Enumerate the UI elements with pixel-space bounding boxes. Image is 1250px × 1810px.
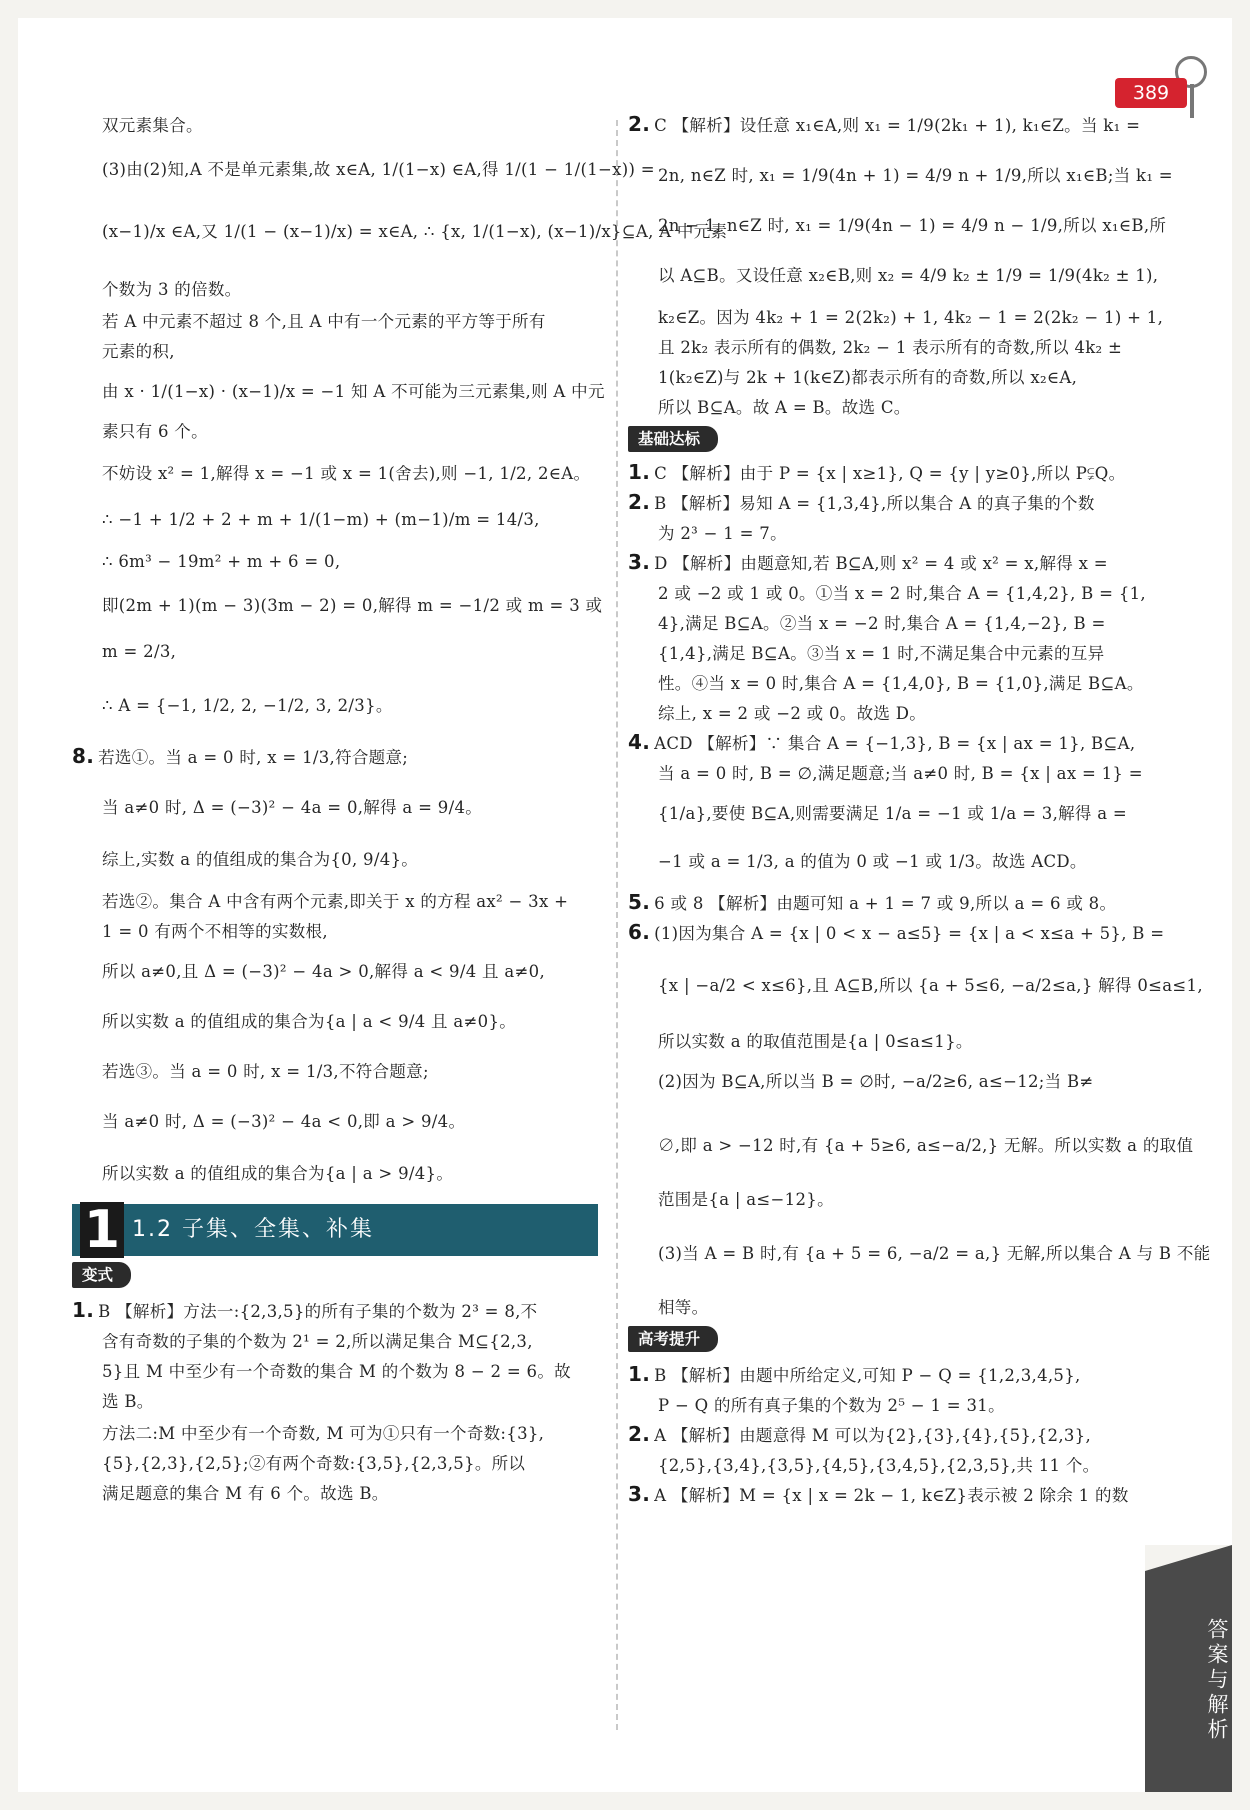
text-line <box>102 1388 154 1412</box>
line-text: P − Q 的所有真子集的个数为 2⁵ − 1 = 31。 <box>658 1396 1005 1415</box>
line-text: 所以 B⊆A。故 A = B。故选 C。 <box>658 398 911 417</box>
line-text: {5},{2,3},{2,5};②有两个奇数:{3,5},{2,3,5}。所以 <box>102 1454 526 1473</box>
line-text: 性。④当 x = 0 时,集合 A = {1,4,0}, B = {1,0},满足 B⊆A。 <box>658 674 1144 693</box>
answer-choice: B <box>98 1302 117 1321</box>
line-text: (2)因为 B⊆A,所以当 B = ∅时, −a/2≥6, a≤−12;当 B≠ <box>658 1072 1094 1091</box>
line-text: (3)当 A = B 时,有 {a + 5 = 6, −a/2 = a,} 无解,所以集合 A 与 B 不能 <box>658 1244 1211 1263</box>
line-text: 【解析】M = {x | x = 2k − 1, k∈Z}表示被 2 除余 1 的数 <box>671 1486 1129 1505</box>
line-text: k₂∈Z。因为 4k₂ + 1 = 2(2k₂) + 1, 4k₂ − 1 = 2(2k₂ − 1) + 1, <box>658 308 1164 327</box>
line-text: 【解析】由题中所给定义,可知 P − Q = {1,2,3,4,5}, <box>672 1366 1081 1385</box>
question-number: 3. <box>628 550 651 574</box>
question-number: 5. <box>628 890 651 914</box>
line-text: 若选③。当 a = 0 时, x = 1/3,不符合题意; <box>102 1062 429 1081</box>
answer-choice: ACD <box>654 734 699 753</box>
line-text: {1,4},满足 B⊆A。③当 x = 1 时,不满足集合中元素的互异 <box>658 644 1105 663</box>
text-line <box>102 510 540 529</box>
line-text: 综上,实数 a 的值组成的集合为{0, 9/4}。 <box>102 850 419 869</box>
line-text: 即(2m + 1)(m − 3)(3m − 2) = 0,解得 m = −1/2 或 m = 3 或 <box>102 596 603 615</box>
text-line <box>658 610 1106 634</box>
line-text: 【解析】由题意知,若 B⊆A,则 x² = 4 或 x² = x,解得 x = <box>673 554 1108 573</box>
line-text: 满足题意的集合 M 有 6 个。故选 B。 <box>102 1484 389 1503</box>
text-line <box>102 846 418 870</box>
text-line <box>628 112 1140 136</box>
line-text: 以 A⊆B。又设任意 x₂∈B,则 x₂ = 4/9 k₂ ± 1/9 = 1/9(4k₂ ± 1), <box>658 266 1159 285</box>
text-line <box>72 744 408 768</box>
text-line <box>658 848 1087 872</box>
line-text: ∴ −1 + 1/2 + 2 + m + 1/(1−m) + (m−1)/m = 14/3, <box>102 510 540 529</box>
line-text: 含有奇数的子集的个数为 2¹ = 2,所以满足集合 M⊆{2,3, <box>102 1332 533 1351</box>
text-line <box>658 1240 1210 1264</box>
text-line <box>102 1420 544 1444</box>
line-text: 当 a = 0 时, B = ∅,满足题意;当 a≠0 时, B = {x | ax = 1} = <box>658 764 1143 783</box>
text-line <box>658 304 1163 328</box>
text-line <box>628 460 1125 484</box>
section-title: 1.2 子集、全集、补集 <box>132 1217 374 1242</box>
line-text: 当 a≠0 时, Δ = (−3)² − 4a < 0,即 a > 9/4。 <box>102 1112 466 1131</box>
text-line <box>102 794 482 818</box>
text-line <box>628 1422 1091 1446</box>
text-line <box>658 700 926 724</box>
answer-choice: 6 或 8 <box>654 894 710 913</box>
line-text: 2n, n∈Z 时, x₁ = 1/9(4n + 1) = 4/9 n + 1/9,所以 x₁∈B;当 k₁ = <box>658 166 1173 185</box>
text-line <box>102 692 393 716</box>
question-number: 4. <box>628 730 651 754</box>
section-number: 1 <box>80 1202 124 1258</box>
line-text: −1 或 a = 1/3, a 的值为 0 或 −1 或 1/3。故选 ACD。 <box>658 852 1087 871</box>
text-line <box>658 800 1127 824</box>
line-text: ∴ A = {−1, 1/2, 2, −1/2, 3, 2/3}。 <box>102 696 393 715</box>
line-text: ∅,即 a > −12 时,有 {a + 5≥6, a≤−a/2,} 无解。所以实数 a 的取值 <box>658 1136 1194 1155</box>
text-line <box>102 592 602 616</box>
text-line <box>102 1008 516 1032</box>
line-text: 若选①。当 a = 0 时, x = 1/3,符合题意; <box>98 748 409 767</box>
text-line <box>658 1392 1005 1416</box>
text-line <box>658 972 1203 996</box>
line-text: 2n − 1, n∈Z 时, x₁ = 1/9(4n − 1) = 4/9 n − 1/9,所以 x₁∈B,所 <box>658 216 1167 235</box>
question-number: 2. <box>628 1422 651 1446</box>
text-line <box>102 1108 465 1132</box>
text-line <box>102 156 655 180</box>
badge-jichu: 基础达标 <box>628 426 718 452</box>
text-line <box>658 580 1146 604</box>
line-text: (x−1)/x ∈A,又 1/(1 − (x−1)/x) = x∈A, ∴ {x, 1/(1−x), (x−1)/x}⊆A, A 中元素 <box>102 222 728 241</box>
text-line <box>102 338 175 362</box>
text-line <box>102 1328 533 1352</box>
question-number: 2. <box>628 112 651 136</box>
line-text: 若选②。集合 A 中含有两个元素,即关于 x 的方程 ax² − 3x + <box>102 892 569 911</box>
line-text: 由 x · 1/(1−x) · (x−1)/x = −1 知 A 不可能为三元素集,则 A 中元 <box>102 382 605 401</box>
text-line <box>102 1450 525 1474</box>
text-line <box>658 212 1166 236</box>
line-text: {1/a},要使 B⊆A,则需要满足 1/a = −1 或 1/a = 3,解得 a = <box>658 804 1128 823</box>
line-text: 所以 a≠0,且 Δ = (−3)² − 4a > 0,解得 a < 9/4 且 a≠0, <box>102 962 545 981</box>
line-text: 选 B。 <box>102 1392 154 1411</box>
question-number: 3. <box>628 1482 651 1506</box>
line-text: 若 A 中元素不超过 8 个,且 A 中有一个元素的平方等于所有 <box>102 312 546 331</box>
line-text: 【解析】由于 P = {x | x≥1}, Q = {y | y≥0},所以 P⫋Q。 <box>672 464 1126 483</box>
text-line <box>102 1160 453 1184</box>
text-line <box>658 760 1143 784</box>
text-line <box>628 730 1135 754</box>
text-line <box>102 1058 429 1082</box>
text-line <box>628 920 1164 944</box>
text-line <box>102 378 605 402</box>
text-line <box>102 642 176 661</box>
answer-choice: B <box>654 1366 673 1385</box>
answer-choice: C <box>654 464 673 483</box>
text-line <box>628 890 1116 914</box>
line-text: 双元素集合。 <box>102 116 203 135</box>
question-number: 1. <box>628 1362 651 1386</box>
line-text: 2 或 −2 或 1 或 0。①当 x = 2 时,集合 A = {1,4,2}, B = {1, <box>658 584 1146 603</box>
text-line <box>628 1482 1129 1506</box>
text-line <box>102 958 545 982</box>
side-tab <box>1145 1545 1232 1792</box>
question-number: 2. <box>628 490 651 514</box>
question-number: 1. <box>72 1298 95 1322</box>
text-line <box>102 460 590 484</box>
text-line <box>628 550 1108 574</box>
text-line <box>102 1358 571 1382</box>
line-text: 【解析】由题可知 a + 1 = 7 或 9,所以 a = 6 或 8。 <box>709 894 1117 913</box>
answer-choice: D <box>654 554 674 573</box>
text-line <box>658 1452 1099 1476</box>
text-line <box>658 670 1144 694</box>
answer-choice: A <box>654 1426 672 1445</box>
answer-choice: C <box>654 116 673 135</box>
line-text: (3)由(2)知,A 不是单元素集,故 x∈A, 1/(1−x) ∈A,得 1/(1 − 1/(1−x)) = <box>102 160 655 179</box>
line-text: 综上, x = 2 或 −2 或 0。故选 D。 <box>658 704 927 723</box>
text-line <box>102 552 340 571</box>
text-line <box>102 112 203 136</box>
line-text: 【解析】方法一:{2,3,5}的所有子集的个数为 2³ = 8,不 <box>116 1302 538 1321</box>
text-line <box>658 1068 1094 1092</box>
text-line <box>658 1294 708 1318</box>
line-text: ∴ 6m³ − 19m² + m + 6 = 0, <box>102 552 341 571</box>
text-line <box>658 1132 1193 1156</box>
line-text: (1)因为集合 A = {x | 0 < x − a≤5} = {x | a < x≤a + 5}, B = <box>654 924 1165 943</box>
line-text: 当 a≠0 时, Δ = (−3)² − 4a = 0,解得 a = 9/4。 <box>102 798 483 817</box>
pin-stem <box>1190 84 1194 118</box>
line-text: 1 = 0 有两个不相等的实数根, <box>102 922 328 941</box>
text-line <box>658 334 1122 358</box>
text-line <box>102 418 208 442</box>
line-text: 且 2k₂ 表示所有的偶数, 2k₂ − 1 表示所有的奇数,所以 4k₂ ± <box>658 338 1123 357</box>
line-text: 【解析】设任意 x₁∈A,则 x₁ = 1/9(2k₁ + 1), k₁∈Z。当 k₁ = <box>672 116 1141 135</box>
line-text: 相等。 <box>658 1298 709 1317</box>
text-line <box>658 640 1104 664</box>
text-line <box>658 394 911 418</box>
line-text: 5}且 M 中至少有一个奇数的集合 M 的个数为 8 − 2 = 6。故 <box>102 1362 571 1381</box>
text-line <box>658 1186 834 1210</box>
text-line <box>658 162 1173 186</box>
answer-choice: A <box>654 1486 672 1505</box>
line-text: 【解析】易知 A = {1,3,4},所以集合 A 的真子集的个数 <box>672 494 1095 513</box>
line-text: 素只有 6 个。 <box>102 422 208 441</box>
line-text: 所以实数 a 的值组成的集合为{a | a < 9/4 且 a≠0}。 <box>102 1012 517 1031</box>
text-line <box>102 1480 389 1504</box>
text-line <box>658 520 787 544</box>
line-text: 元素的积, <box>102 342 175 361</box>
line-text: 所以实数 a 的取值范围是{a | 0≤a≤1}。 <box>658 1032 973 1051</box>
column-divider <box>616 120 619 1730</box>
question-number: 1. <box>628 460 651 484</box>
question-number: 6. <box>628 920 651 944</box>
line-text: 4},满足 B⊆A。②当 x = −2 时,集合 A = {1,4,−2}, B = <box>658 614 1106 633</box>
text-line <box>628 1362 1081 1386</box>
side-tab-label: 答案与解析 <box>1205 1618 1229 1743</box>
text-line <box>102 918 328 942</box>
text-line <box>628 490 1095 514</box>
text-line <box>102 888 568 912</box>
line-text: 不妨设 x² = 1,解得 x = −1 或 x = 1(舍去),则 −1, 1/2, 2∈A。 <box>102 464 591 483</box>
line-text: 【解析】由题意得 M 可以为{2},{3},{4},{5},{2,3}, <box>671 1426 1092 1445</box>
line-text: 所以实数 a 的值组成的集合为{a | a > 9/4}。 <box>102 1164 454 1183</box>
line-text: 1(k₂∈Z)与 2k + 1(k∈Z)都表示所有的奇数,所以 x₂∈A, <box>658 368 1078 387</box>
line-text: 方法二:M 中至少有一个奇数, M 可为①只有一个奇数:{3}, <box>102 1424 545 1443</box>
text-line <box>72 1298 537 1322</box>
line-text: 【解析】∵ 集合 A = {−1,3}, B = {x | ax = 1}, B⊆A, <box>698 734 1136 753</box>
side-tab-notch <box>1145 1545 1232 1571</box>
line-text: {x | −a/2 < x≤6},且 A⊆B,所以 {a + 5≤6, −a/2≤a,} 解得 0≤a≤1, <box>658 976 1203 995</box>
text-line <box>658 262 1158 286</box>
text-line <box>102 276 242 300</box>
badge-gaokao: 高考提升 <box>628 1326 718 1352</box>
line-text: {2,5},{3,4},{3,5},{4,5},{3,4,5},{2,3,5},共 11 个。 <box>658 1456 1100 1475</box>
badge-bianshi: 变式 <box>72 1262 131 1288</box>
question-number: 8. <box>72 744 95 768</box>
text-line <box>102 218 727 242</box>
line-text: 为 2³ − 1 = 7。 <box>658 524 787 543</box>
section-banner <box>72 1200 598 1260</box>
page-number: 389 <box>1115 78 1187 108</box>
line-text: m = 2/3, <box>102 642 177 661</box>
text-line <box>658 1028 973 1052</box>
text-line <box>658 364 1077 388</box>
line-text: 个数为 3 的倍数。 <box>102 280 242 299</box>
line-text: 范围是{a | a≤−12}。 <box>658 1190 834 1209</box>
answer-choice: B <box>654 494 673 513</box>
text-line <box>102 308 546 332</box>
